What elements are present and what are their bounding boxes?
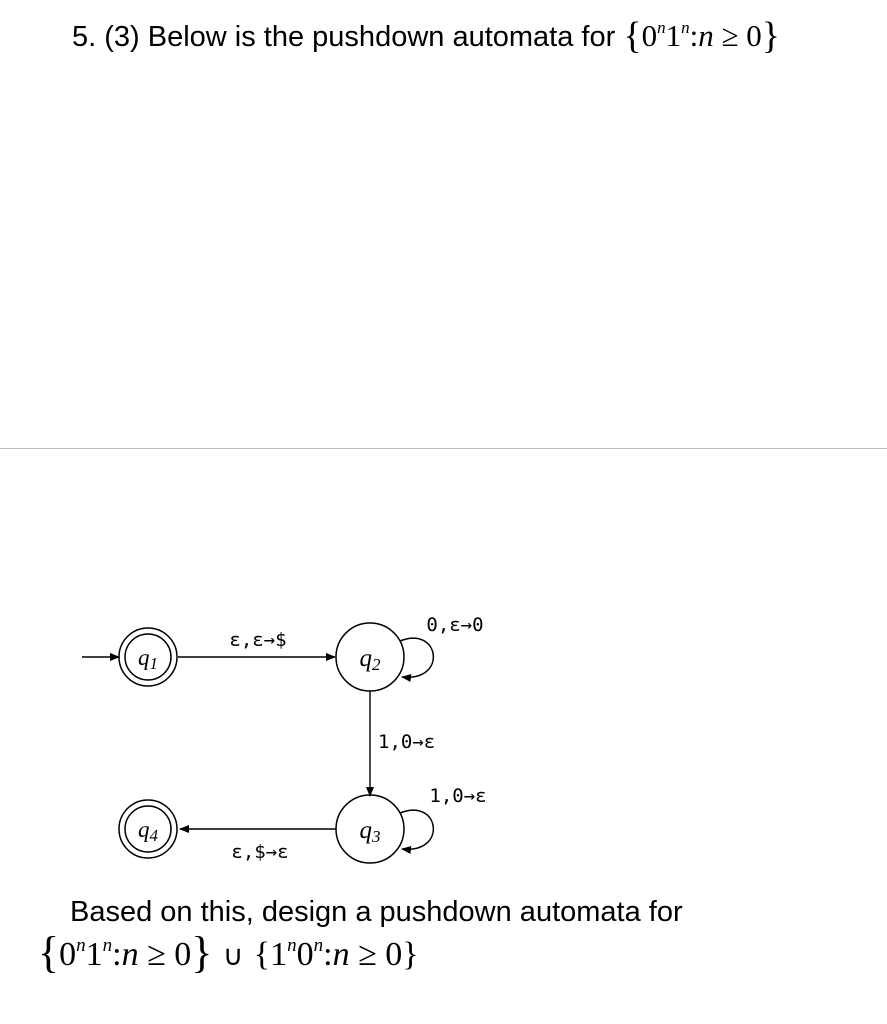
question-points: (3) [104, 21, 140, 53]
transition-label-q2-q3: 1,0→ε [378, 731, 436, 753]
question-number: 5. [72, 21, 97, 53]
transition-label-q3-q4: ε,$→ε [231, 841, 289, 863]
state-label-q1: q1 [138, 645, 158, 673]
state-q3 [336, 795, 404, 863]
section-divider [0, 448, 887, 449]
transition-q2-loop [400, 638, 433, 677]
state-q2 [336, 623, 404, 691]
question-text: Below is the pushdown automata for [147, 21, 616, 53]
language-expression-a: $\{0^n1^n:n \ge 0\}$ [38, 928, 213, 977]
state-q4 [119, 800, 177, 858]
transition-label-q2-loop: 0,ε→0 [426, 614, 484, 636]
pda-diagram [0, 600, 887, 890]
state-q1 [119, 628, 177, 686]
transition-label-q1-q2: ε,ε→$ [229, 629, 287, 651]
target-language [38, 928, 419, 986]
state-label-q4: q4 [138, 817, 158, 845]
design-instruction: Based on this, design a pushdown automata for [70, 896, 683, 928]
language-expression-b: $\{1^n0^n:n \ge 0\}$ [253, 935, 419, 973]
state-label-q2: q2 [359, 645, 381, 674]
transition-q3-loop [400, 810, 433, 849]
union-symbol: ∪ [222, 939, 244, 972]
question-prompt [72, 14, 780, 59]
language-expression: {0$^n$1$^n$:n ≥ 0} [623, 15, 780, 57]
state-label-q3: q3 [359, 817, 381, 846]
transition-label-q3-loop: 1,0→ε [429, 785, 487, 807]
